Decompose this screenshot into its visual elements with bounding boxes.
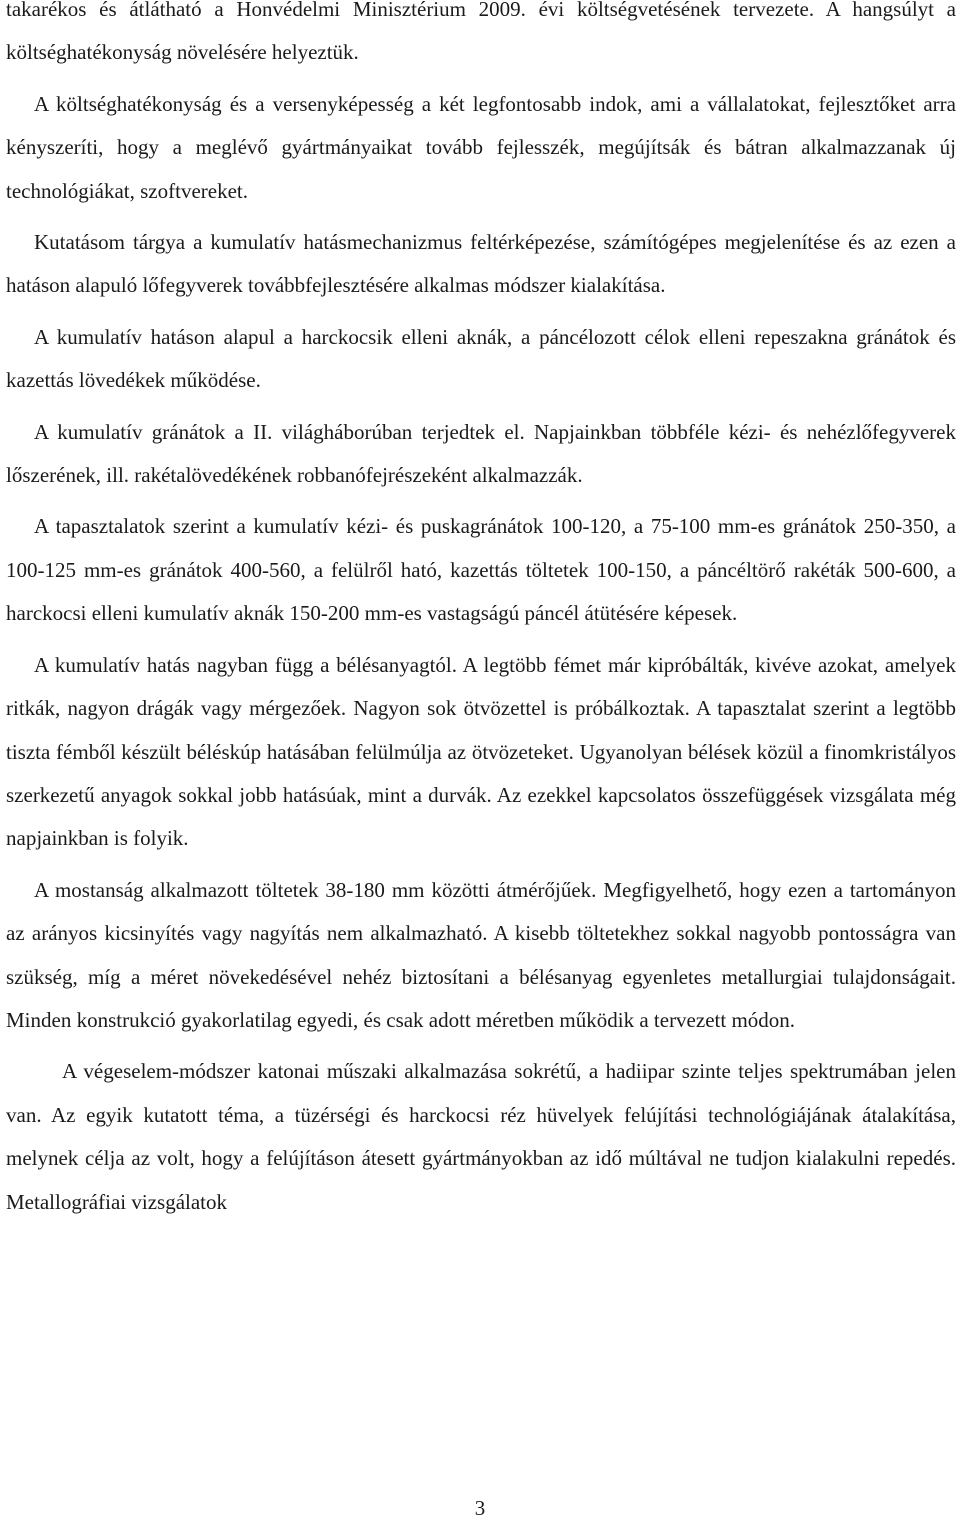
paragraph-4: A kumulatív hatáson alapul a harckocsik elleni aknák, a páncélozott célok elleni repeszakna gránátok és kazettás lövedékek működése. (6, 324, 956, 393)
paragraph-6: A tapasztalatok szerint a kumulatív kézi- és puskagránátok 100-120, a 75-100 mm-es gránátok 250-350, a 100-125 mm-es gránátok 400-560, a felülről ható, kazettás töltetek 100-150, a páncéltörő rakéták 500-600, a harckocsi elleni kumulatív aknák 150-200 mm-es vastagságú páncél átütésére képesek. (6, 514, 956, 626)
paragraph-3: Kutatásom tárgya a kumulatív hatásmechanizmus feltérképezése, számítógépes megjelenítése és az ezen a hatáson alapuló lőfegyverek továbbfejlesztésére alkalmas módszer kialakítása. (6, 230, 956, 298)
paragraph-8: A mostanság alkalmazott töltetek 38-180 mm közötti átmérőjűek. Megfigyelhető, hogy ezen a tartományon az arányos kicsinyítés vagy nagyítás nem alkalmazható. A kisebb töltetekhez sokkal nagyobb pontosságra van szükség, míg a méret növekedésével nehéz biztosítani a bélésanyag egyenletes metallurgiai tulajdonságait. Minden konstrukció gyakorlatilag egyedi, és csak adott méretben működik a tervezett módon. (6, 877, 956, 1032)
document-page (6, 0, 956, 1232)
paragraph-5: A kumulatív gránátok a II. világháborúban terjedtek el. Napjainkban többféle kézi- és nehézlőfegyverek lőszerének, ill. rakétalövedékének robbanófejrészeként alkalmazzák. (6, 419, 956, 488)
paragraph-2: A költséghatékonyság és a versenyképesség a két legfontosabb indok, ami a vállalatokat, fejlesztőket arra kényszeríti, hogy a meglévő gyártmányaikat tovább fejlesszék, megújítsák és bátran alkalmazzanak új technológiákat, szoftvereket. (6, 91, 956, 203)
paragraph-9: A végeselem-módszer katonai műszaki alkalmazása sokrétű, a hadiipar szinte teljes spektrumában jelen van. Az egyik kutatott téma, a tüzérségi és harckocsi réz hüvelyek felújítási technológiájának átalakítása, melynek célja az volt, hogy a felújításon átesett gyártmányokban az idő múltával ne tudjon kialakulni repedés. Metallográfiai vizsgálatok (6, 1059, 956, 1214)
paragraph-7: A kumulatív hatás nagyban függ a bélésanyagtól. A legtöbb fémet már kipróbálták, kivéve azokat, amelyek ritkák, nagyon drágák vagy mérgezőek. Nagyon sok ötvözettel is próbálkoztak. A tapasztalat szerint a legtöbb tiszta fémből készült béléskúp hatásában felülmúlja az ötvözeteket. Ugyanolyan bélések közül a finomkristályos szerkezetű anyagok sokkal jobb hatásúak, mint a durvák. Az ezekkel kapcsolatos összefüggések vizsgálata még napjainkban is folyik. (6, 652, 956, 851)
page-number: 3 (474, 1496, 486, 1520)
paragraph-1: takarékos és átlátható a Honvédelmi Minisztérium 2009. évi költségvetésének tervezete. A hangsúlyt a költséghatékonyság növelésére helyeztük. (6, 0, 956, 65)
